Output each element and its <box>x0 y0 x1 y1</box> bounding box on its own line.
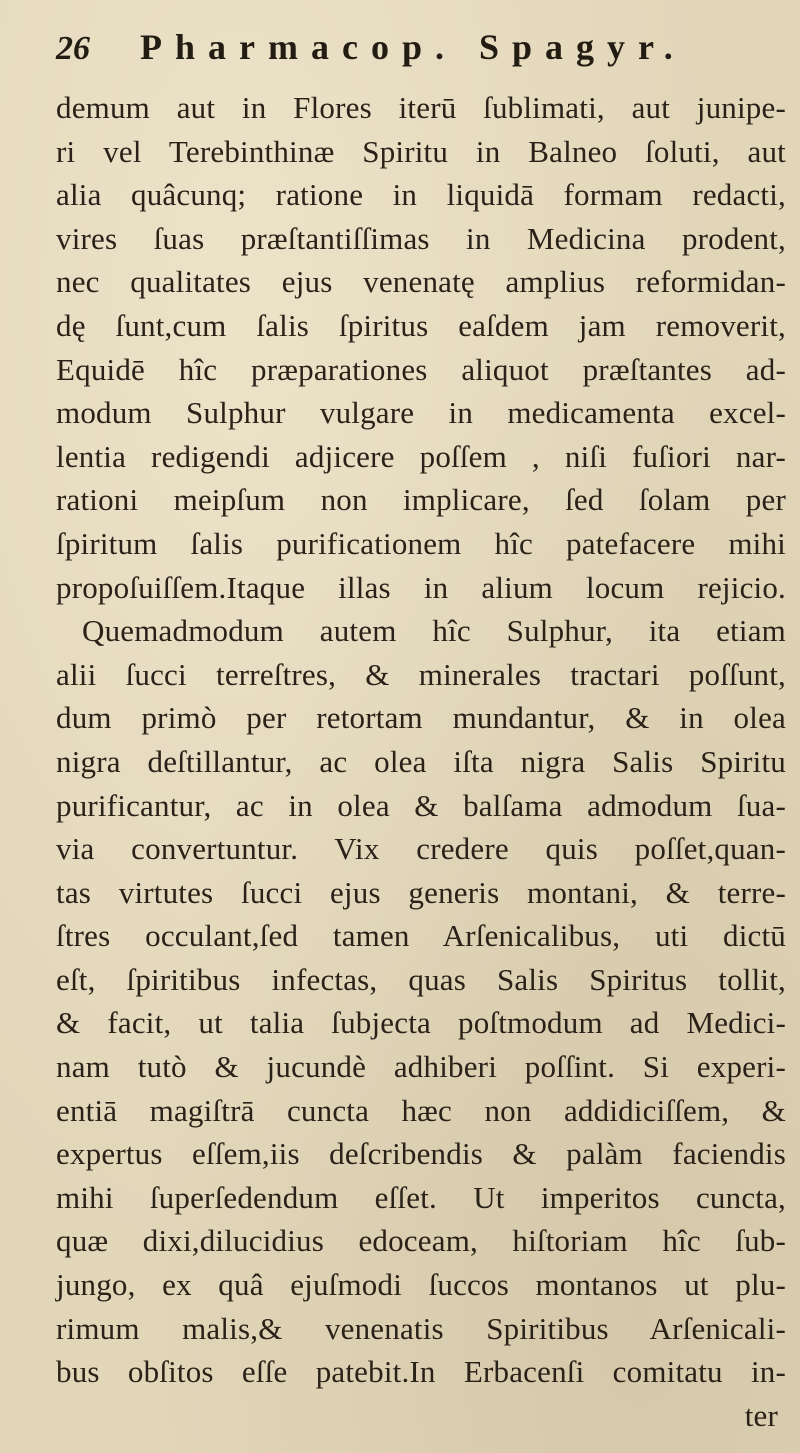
running-head: Pharmacop. Spagyr. <box>140 27 686 67</box>
text-line: entiā magiſtrā cuncta hæc non addidiciſſem, & <box>56 1092 786 1128</box>
text-line: rationi meipſum non implicare, ſed ſolam per <box>56 482 786 518</box>
text-line: rimum malis,& venenatis Spiritibus Arſenicali- <box>56 1310 786 1346</box>
page-number: 26 <box>56 30 90 67</box>
text-line: purificantur, ac in olea & balſama admodum ſua- <box>56 787 786 823</box>
text-line: alii ſucci terreſtres, & minerales tractari poſſunt, <box>56 656 786 692</box>
body-text <box>56 86 786 1437</box>
text-line: quæ dixi,dilucidius edoceam, hiſtoriam hîc ſub- <box>56 1223 786 1259</box>
text-line: ſtres occulant,ſed tamen Arſenicalibus, uti dictū <box>56 918 786 954</box>
catchword: ter <box>744 1397 778 1433</box>
text-line: nam tutò & jucundè adhiberi poſſint. Si experi- <box>56 1049 786 1085</box>
text-line: ri vel Terebinthinæ Spiritu in Balneo ſoluti, aut <box>56 133 786 169</box>
text-line: nec qualitates ejus venenatę amplius reformidan- <box>56 264 786 300</box>
text-line: vires ſuas præſtantiſſimas in Medicina prodent, <box>56 220 786 256</box>
text-line: expertus eſſem,iis deſcribendis & palàm faciendis <box>56 1136 786 1172</box>
text-line: jungo, ex quâ ejuſmodi ſuccos montanos ut plu- <box>56 1267 786 1303</box>
text-line: ſpiritum ſalis purificationem hîc patefacere mihi <box>56 525 786 561</box>
text-line: via convertuntur. Vix credere quis poſſet,quan- <box>56 831 786 867</box>
text-line: tas virtutes ſucci ejus generis montani, & terre- <box>56 874 786 910</box>
text-line: dę ſunt,cum ſalis ſpiritus eaſdem jam removerit, <box>56 307 786 343</box>
text-line: nigra deſtillantur, ac olea iſta nigra Salis Spiritu <box>56 743 786 779</box>
text-line: Equidē hîc præparationes aliquot præſtantes ad- <box>56 351 786 387</box>
text-line: mihi ſuperſedendum eſſet. Ut imperitos cuncta, <box>56 1179 786 1215</box>
text-line: modum Sulphur vulgare in medicamenta excel- <box>56 395 786 431</box>
text-line: demum aut in Flores iterū ſublimati, aut junipe- <box>56 90 786 125</box>
text-line: bus obſitos eſſe patebit.In Erbacenſi comitatu in- <box>56 1354 786 1390</box>
text-line: propoſuiſſem.Itaque illas in alium locum rejicio. <box>56 569 786 605</box>
text-line: dum primò per retortam mundantur, & in olea <box>56 700 786 736</box>
text-line: Quemadmodum autem hîc Sulphur, ita etiam <box>82 613 786 649</box>
page-header <box>56 26 800 86</box>
text-line: lentia redigendi adjicere poſſem , niſi fuſiori nar- <box>56 438 786 474</box>
text-line: alia quâcunq; ratione in liquidā formam redacti, <box>56 177 786 213</box>
text-line: & facit, ut talia ſubjecta poſtmodum ad Medici- <box>56 1005 786 1041</box>
text-line: eſt, ſpiritibus infectas, quas Salis Spiritus tollit, <box>56 961 786 997</box>
